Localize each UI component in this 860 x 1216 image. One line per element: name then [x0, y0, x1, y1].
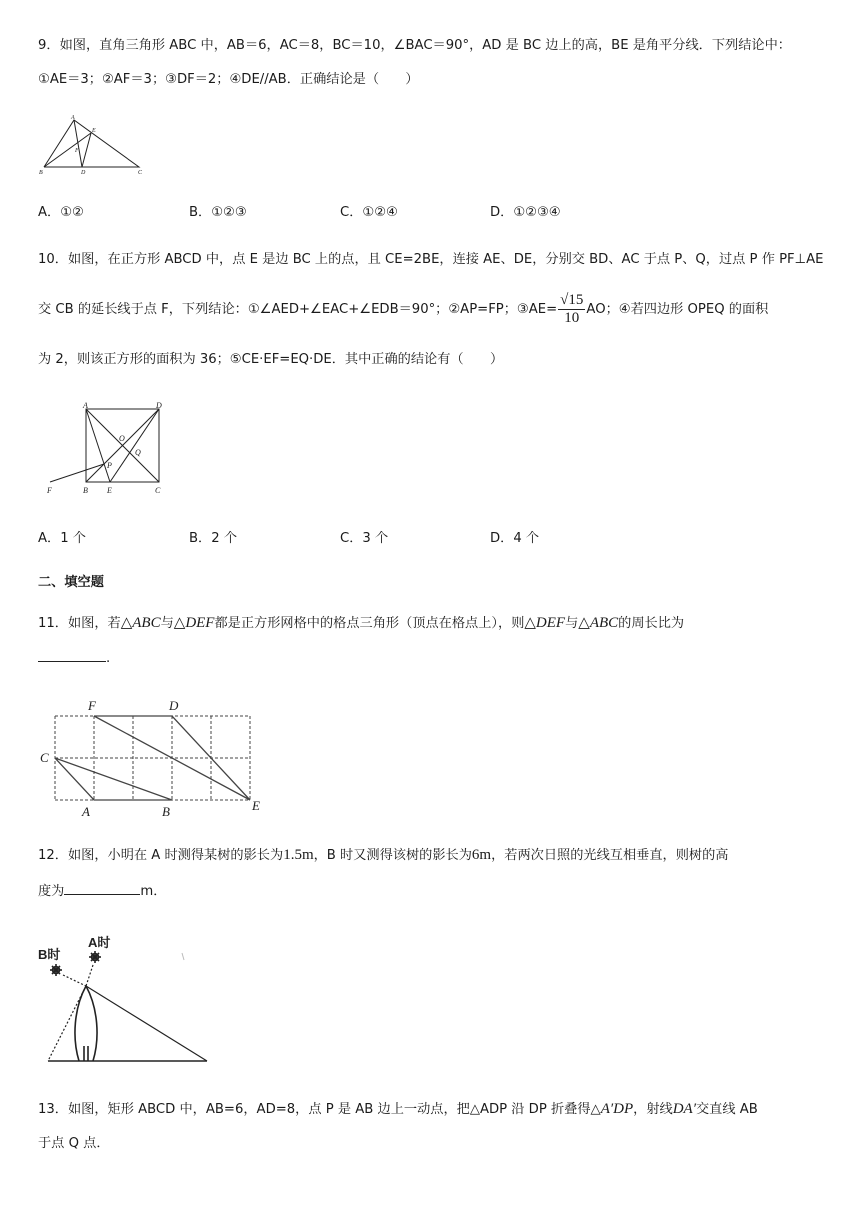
q10-text-line2 [38, 290, 768, 330]
q12-tree-shadow-figure [36, 928, 216, 1070]
q12-line2-post: m． [140, 884, 167, 899]
q10-square-figure [38, 400, 178, 498]
q12-text-line2 [38, 880, 166, 902]
q12-shadow-b: 6m [471, 847, 492, 863]
q11-triangle-def: △DEF [173, 615, 215, 631]
q12-text-line1 [38, 845, 728, 866]
q10-label-f: F [47, 486, 52, 495]
q13-mid: ，射线 [633, 1102, 673, 1117]
q11-triangle-def-2: △DEF [524, 615, 566, 631]
q11-label-f: F [88, 698, 96, 713]
q10-line2-part-b: AO；④若四边形 OPEQ 的面积 [586, 302, 769, 317]
q12-pre: 12．如图，小明在 A 时测得某树的影长为 [38, 848, 284, 863]
q9-text-line2: ①AE＝3；②AF＝3；③DF＝2；④DE//AB．正确结论是（ ） [38, 72, 419, 87]
q12-post: ，若两次日照的光线互相垂直，则树的高 [491, 848, 729, 863]
q9-label-c: C [138, 170, 143, 176]
q10-text-line3: 为 2，则该正方形的面积为 36；⑤CE·EF=EQ·DE．其中正确的结论有（ ） [38, 352, 504, 367]
q11-triangle-abc: △ABC [120, 615, 161, 631]
q10-label-d: D [156, 401, 162, 410]
q9-triangle-figure [38, 112, 150, 178]
q10-label-a: A [83, 401, 88, 410]
q10-label-b: B [83, 486, 88, 495]
q9-label-a: A [71, 115, 75, 121]
q10-label-c: C [155, 486, 161, 495]
sun-icon [89, 951, 101, 963]
q9-option-a: A．①② [38, 205, 84, 220]
q10-fraction-numerator: √15 [560, 291, 584, 308]
q10-label-q: Q [135, 448, 141, 457]
q12-label-b-time: B时 [38, 947, 61, 962]
q11-mid3: 与 [565, 616, 579, 631]
q9-text-line1: 9．如图，直角三角形 ABC 中，AB＝6，AC＝8，BC＝10，∠BAC＝90°，AD 是 BC 边上的高，BE 是角平分线．下列结论中： [38, 38, 791, 53]
q12-label-a-time: A时 [88, 935, 111, 950]
q11-triangle-abc-2: △ABC [578, 615, 619, 631]
q10-fraction [558, 292, 585, 327]
q11-mid: 与 [160, 616, 174, 631]
q12-shadow-a: 1.5m [283, 847, 314, 863]
q9-label-b: B [39, 170, 43, 176]
q10-fraction-denominator: 10 [564, 309, 580, 326]
q9-label-e: E [92, 128, 96, 134]
q9-label-f: F [75, 148, 79, 154]
q13-text-line1 [38, 1099, 758, 1120]
q9-option-c: C．①②④ [340, 205, 398, 220]
q11-label-a: A [82, 804, 90, 819]
q10-label-o: O [119, 434, 125, 443]
q11-grid-figure [36, 694, 268, 822]
q11-label-c: C [40, 750, 49, 765]
q11-mid2: 都是正方形网格中的格点三角形（顶点在格点上），则 [214, 616, 525, 631]
section-title-fill-in: 二、填空题 [38, 575, 104, 590]
q13-ray: DA′ [672, 1101, 696, 1117]
q11-pre: 11．如图，若 [38, 616, 121, 631]
q10-option-d: D．4 个 [490, 531, 540, 546]
q12-mid: ，B 时又测得该树的影长为 [313, 848, 472, 863]
q10-label-e: E [107, 486, 112, 495]
q11-text-line1 [38, 613, 684, 634]
q10-text-line1: 10．如图，在正方形 ABCD 中，点 E 是边 BC 上的点，且 CE=2BE，连接 AE、DE，分别交 BD、AC 于点 P、Q，过点 P 作 PF⊥AE [38, 252, 824, 267]
q13-pre: 13．如图，矩形 ABCD 中，AB=6，AD=8，点 P 是 AB 边上一动点，把△ADP 沿 DP 折叠得△ [38, 1102, 601, 1117]
q10-label-p: P [107, 461, 112, 470]
q11-post: 的周长比为 [618, 616, 685, 631]
q12-line2-pre: 度为 [38, 884, 65, 899]
q12-answer-blank[interactable] [64, 880, 140, 895]
q11-label-d: D [169, 698, 179, 713]
sun-icon [50, 964, 62, 976]
q9-option-d: D．①②③④ [490, 205, 561, 220]
q10-option-c: C．3 个 [340, 531, 389, 546]
q11-line2-end: . [106, 651, 111, 666]
q13-triangle: A′DP [600, 1101, 634, 1117]
q9-label-d: D [81, 170, 86, 176]
q10-option-b: B．2 个 [189, 531, 238, 546]
q11-text-line2 [38, 647, 110, 669]
q13-text-line2: 于点 Q 点． [38, 1136, 110, 1151]
q11-label-e: E [252, 798, 260, 813]
q11-answer-blank[interactable] [38, 647, 106, 662]
q13-post: 交直线 AB [695, 1102, 758, 1117]
q11-label-b: B [162, 804, 170, 819]
q10-option-a: A．1 个 [38, 531, 86, 546]
q9-option-b: B．①②③ [189, 205, 247, 220]
q10-line2-part-a: 交 CB 的延长线于点 F，下列结论：①∠AED+∠EAC+∠EDB＝90°；②AP=FP；③AE= [38, 302, 558, 317]
